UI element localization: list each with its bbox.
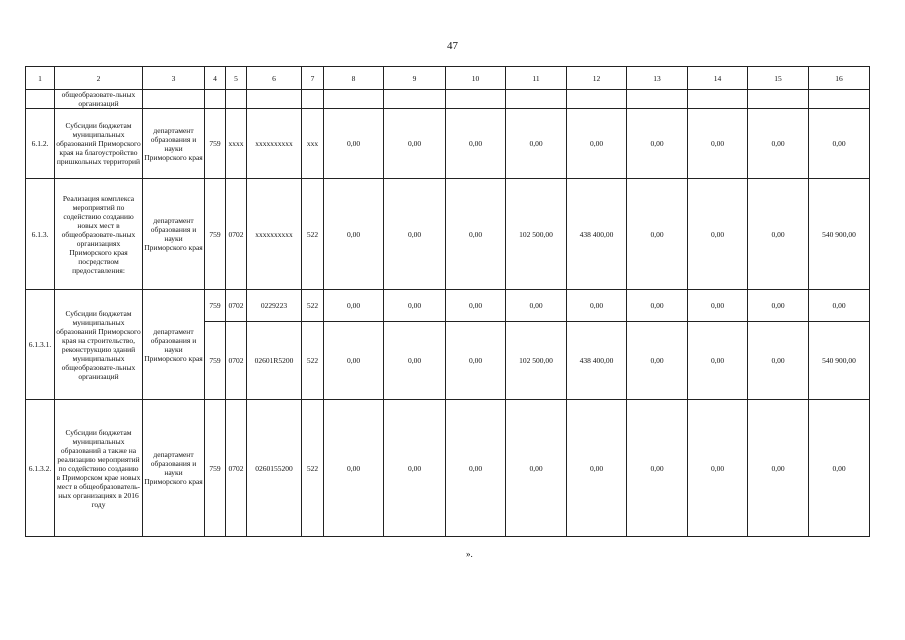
- row-c6: 02601R5200: [247, 322, 302, 400]
- row-name: Реализация комплекса мероприятий по содействию созданию новых мест в общеобразовате-льных организациях Приморского края посредством предоставления:: [55, 179, 143, 290]
- budget-table: [25, 66, 870, 537]
- row-value-14: 0,00: [688, 109, 748, 179]
- row-value-14: 0,00: [688, 179, 748, 290]
- column-header-5: 5: [226, 67, 247, 90]
- row-name: Субсидии бюджетам муниципальных образований Приморского края на благоустройство пришкольных территорий: [55, 109, 143, 179]
- row-value-10: 0,00: [446, 179, 506, 290]
- row-value-8: 0,00: [324, 400, 384, 537]
- page-number: 47: [447, 40, 458, 52]
- row-value-16: 540 900,00: [809, 322, 870, 400]
- row-c7: 522: [302, 322, 324, 400]
- column-header-3: 3: [143, 67, 205, 90]
- column-header-10: 10: [446, 67, 506, 90]
- row-value-11: 0,00: [506, 290, 567, 322]
- table-row: [26, 179, 870, 290]
- row-value-13: 0,00: [627, 290, 688, 322]
- row-value-11: 102 500,00: [506, 179, 567, 290]
- row-value-9: 0,00: [384, 179, 446, 290]
- row-department: департамент образования и науки Приморского края: [143, 400, 205, 537]
- row-value-15: [748, 90, 809, 109]
- column-header-8: 8: [324, 67, 384, 90]
- row-value-14: 0,00: [688, 322, 748, 400]
- row-c7: [302, 90, 324, 109]
- row-value-9: 0,00: [384, 290, 446, 322]
- row-c6: xxxxxxxxxx: [247, 109, 302, 179]
- row-value-15: 0,00: [748, 109, 809, 179]
- row-id: 6.1.3.2.: [26, 400, 55, 537]
- column-header-7: 7: [302, 67, 324, 90]
- column-header-4: 4: [205, 67, 226, 90]
- row-value-11: 102 500,00: [506, 322, 567, 400]
- row-c4: 759: [205, 109, 226, 179]
- column-header-11: 11: [506, 67, 567, 90]
- row-value-8: [324, 90, 384, 109]
- row-c4: [205, 90, 226, 109]
- row-value-16: [809, 90, 870, 109]
- row-name: общеобразовате-льных организаций: [55, 90, 143, 109]
- column-header-1: 1: [26, 67, 55, 90]
- row-name: Субсидии бюджетам муниципальных образований Приморского края на строительство, реконструкцию зданий муниципальных общеобразовате-льных организаций: [55, 290, 143, 400]
- row-c6: [247, 90, 302, 109]
- row-c6: 0260155200: [247, 400, 302, 537]
- row-value-9: 0,00: [384, 400, 446, 537]
- column-header-2: 2: [55, 67, 143, 90]
- column-header-12: 12: [567, 67, 627, 90]
- table-row: [26, 90, 870, 109]
- table-row: [26, 290, 870, 322]
- row-c4: 759: [205, 400, 226, 537]
- row-value-14: [688, 90, 748, 109]
- row-value-8: 0,00: [324, 179, 384, 290]
- row-value-13: 0,00: [627, 322, 688, 400]
- row-value-13: 0,00: [627, 109, 688, 179]
- row-value-12: 0,00: [567, 290, 627, 322]
- row-c7: xxx: [302, 109, 324, 179]
- row-id: [26, 90, 55, 109]
- row-department: департамент образования и науки Приморского края: [143, 179, 205, 290]
- row-department: департамент образования и науки Приморского края: [143, 109, 205, 179]
- row-c4: 759: [205, 290, 226, 322]
- row-value-15: 0,00: [748, 400, 809, 537]
- column-header-16: 16: [809, 67, 870, 90]
- row-c5: 0702: [226, 179, 247, 290]
- row-c5: 0702: [226, 290, 247, 322]
- column-header-9: 9: [384, 67, 446, 90]
- row-value-12: [567, 90, 627, 109]
- row-c5: [226, 90, 247, 109]
- row-department: [143, 90, 205, 109]
- column-header-14: 14: [688, 67, 748, 90]
- row-value-10: 0,00: [446, 109, 506, 179]
- row-value-12: 0,00: [567, 109, 627, 179]
- closing-mark: ».: [466, 549, 473, 559]
- row-value-13: 0,00: [627, 179, 688, 290]
- row-c5: xxxx: [226, 109, 247, 179]
- row-value-11: 0,00: [506, 109, 567, 179]
- row-name: Субсидии бюджетам муниципальных образований а также на реализацию мероприятий по содействию созданию в Приморском крае новых мест в общеобразователь-ных организациях в 2016 году: [55, 400, 143, 537]
- column-header-15: 15: [748, 67, 809, 90]
- row-value-12: 438 400,00: [567, 322, 627, 400]
- row-value-8: 0,00: [324, 109, 384, 179]
- row-value-16: 0,00: [809, 109, 870, 179]
- row-value-12: 438 400,00: [567, 179, 627, 290]
- row-value-14: 0,00: [688, 290, 748, 322]
- table-row: [26, 400, 870, 537]
- row-id: 6.1.3.: [26, 179, 55, 290]
- row-value-15: 0,00: [748, 322, 809, 400]
- column-header-13: 13: [627, 67, 688, 90]
- row-c7: 522: [302, 290, 324, 322]
- row-value-9: 0,00: [384, 322, 446, 400]
- row-value-8: 0,00: [324, 290, 384, 322]
- row-c6: 0229223: [247, 290, 302, 322]
- row-c6: xxxxxxxxxx: [247, 179, 302, 290]
- row-value-11: 0,00: [506, 400, 567, 537]
- row-value-15: 0,00: [748, 290, 809, 322]
- row-value-14: 0,00: [688, 400, 748, 537]
- row-value-11: [506, 90, 567, 109]
- row-value-16: 0,00: [809, 290, 870, 322]
- row-value-15: 0,00: [748, 179, 809, 290]
- row-value-16: 540 900,00: [809, 179, 870, 290]
- row-c7: 522: [302, 179, 324, 290]
- header-row: [26, 67, 870, 90]
- row-id: 6.1.2.: [26, 109, 55, 179]
- row-value-10: 0,00: [446, 290, 506, 322]
- row-value-13: [627, 90, 688, 109]
- row-value-12: 0,00: [567, 400, 627, 537]
- row-value-10: [446, 90, 506, 109]
- row-department: департамент образования и науки Приморского края: [143, 290, 205, 400]
- table-row: [26, 109, 870, 179]
- row-c5: 0702: [226, 322, 247, 400]
- row-value-10: 0,00: [446, 400, 506, 537]
- row-value-9: [384, 90, 446, 109]
- row-c4: 759: [205, 322, 226, 400]
- row-id: 6.1.3.1.: [26, 290, 55, 400]
- row-c7: 522: [302, 400, 324, 537]
- row-value-10: 0,00: [446, 322, 506, 400]
- row-c4: 759: [205, 179, 226, 290]
- row-value-8: 0,00: [324, 322, 384, 400]
- row-value-9: 0,00: [384, 109, 446, 179]
- row-c5: 0702: [226, 400, 247, 537]
- row-value-16: 0,00: [809, 400, 870, 537]
- row-value-13: 0,00: [627, 400, 688, 537]
- column-header-6: 6: [247, 67, 302, 90]
